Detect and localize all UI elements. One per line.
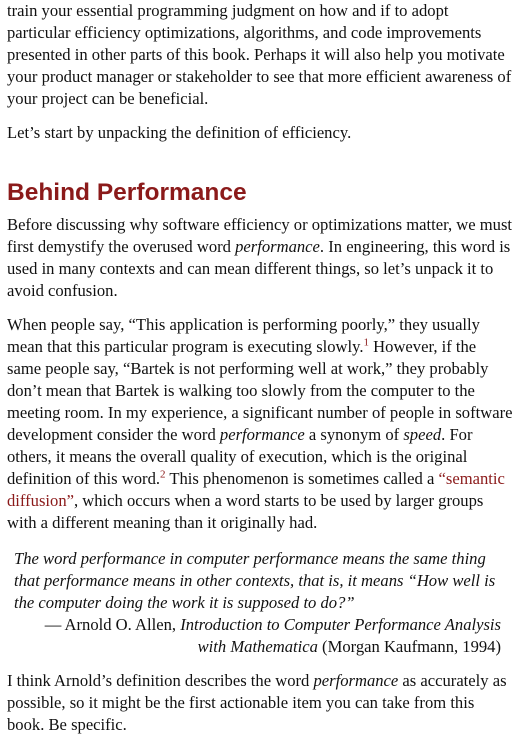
text-run: a synonym of (304, 425, 404, 444)
text-run: When people say, “This application is performing poorly,” they usually mean that this particular program is executing slowly. (7, 315, 480, 356)
text-run: Before discussing why software efficiency or optimizations matter, we must first demystify the overused word (7, 215, 513, 256)
paragraph-be-specific (7, 670, 513, 736)
attribution-author: — Arnold O. Allen, (44, 615, 181, 634)
emphasis-performance: performance (313, 671, 399, 690)
paragraph-performance-definition (7, 214, 513, 302)
text-run: This phenomenon is sometimes called a (165, 469, 439, 488)
quote-text: The word performance in computer performance means the same thing that performance means in other contexts, that is, it means “How well is the computer doing the work it is supposed to do?” (14, 549, 496, 612)
paragraph-performance-meaning (7, 314, 513, 534)
section-heading: Behind Performance (7, 179, 247, 206)
text-run: However, if the same people say, “Bartek is not performing well at work,” they probably don’t mean that Bartek is walking too slowly from the computer to the meeting room. In my experience, a significant number of people in software development consider the word (7, 337, 513, 444)
emphasis-performance: performance (235, 237, 320, 256)
quote-block (14, 548, 501, 658)
footnote-ref-1[interactable]: 1 (363, 336, 370, 349)
semantic-diffusion-link[interactable]: “semantic diffusion” (7, 469, 505, 510)
quote-attribution (14, 614, 501, 658)
intro-lead-paragraph: Let’s start by unpacking the definition of efficiency. (7, 123, 352, 142)
attribution-book-title: Introduction to Computer Performance Analysis with Mathematica (180, 615, 501, 656)
emphasis-speed: speed (403, 425, 442, 444)
intro-paragraph: train your essential programming judgment on how and if to adopt particular efficiency optimizations, algorithms, and code improvements presented in other parts of this book. Perhaps it will also help you motivate your product manager or stakeholder to see that more efficient awareness of your project can be beneficial. (7, 1, 512, 108)
text-run: . For others, it means the overall quality of execution, which is the original definition of this word. (7, 425, 473, 488)
emphasis-performance: performance (219, 425, 305, 444)
attribution-publisher: (Morgan Kaufmann, 1994) (317, 637, 501, 656)
text-run: as accurately as possible, so it might be the first actionable item you can take from this book. Be specific. (7, 671, 507, 734)
text-run: I think Arnold’s definition describes the word (7, 671, 314, 690)
footnote-ref-2[interactable]: 2 (160, 468, 166, 481)
text-run: . In engineering, this word is used in many contexts and can mean different things, so let’s unpack it to avoid confusion. (7, 237, 511, 300)
text-run: , which occurs when a word starts to be used by larger groups with a different meaning than it originally had. (7, 491, 484, 532)
